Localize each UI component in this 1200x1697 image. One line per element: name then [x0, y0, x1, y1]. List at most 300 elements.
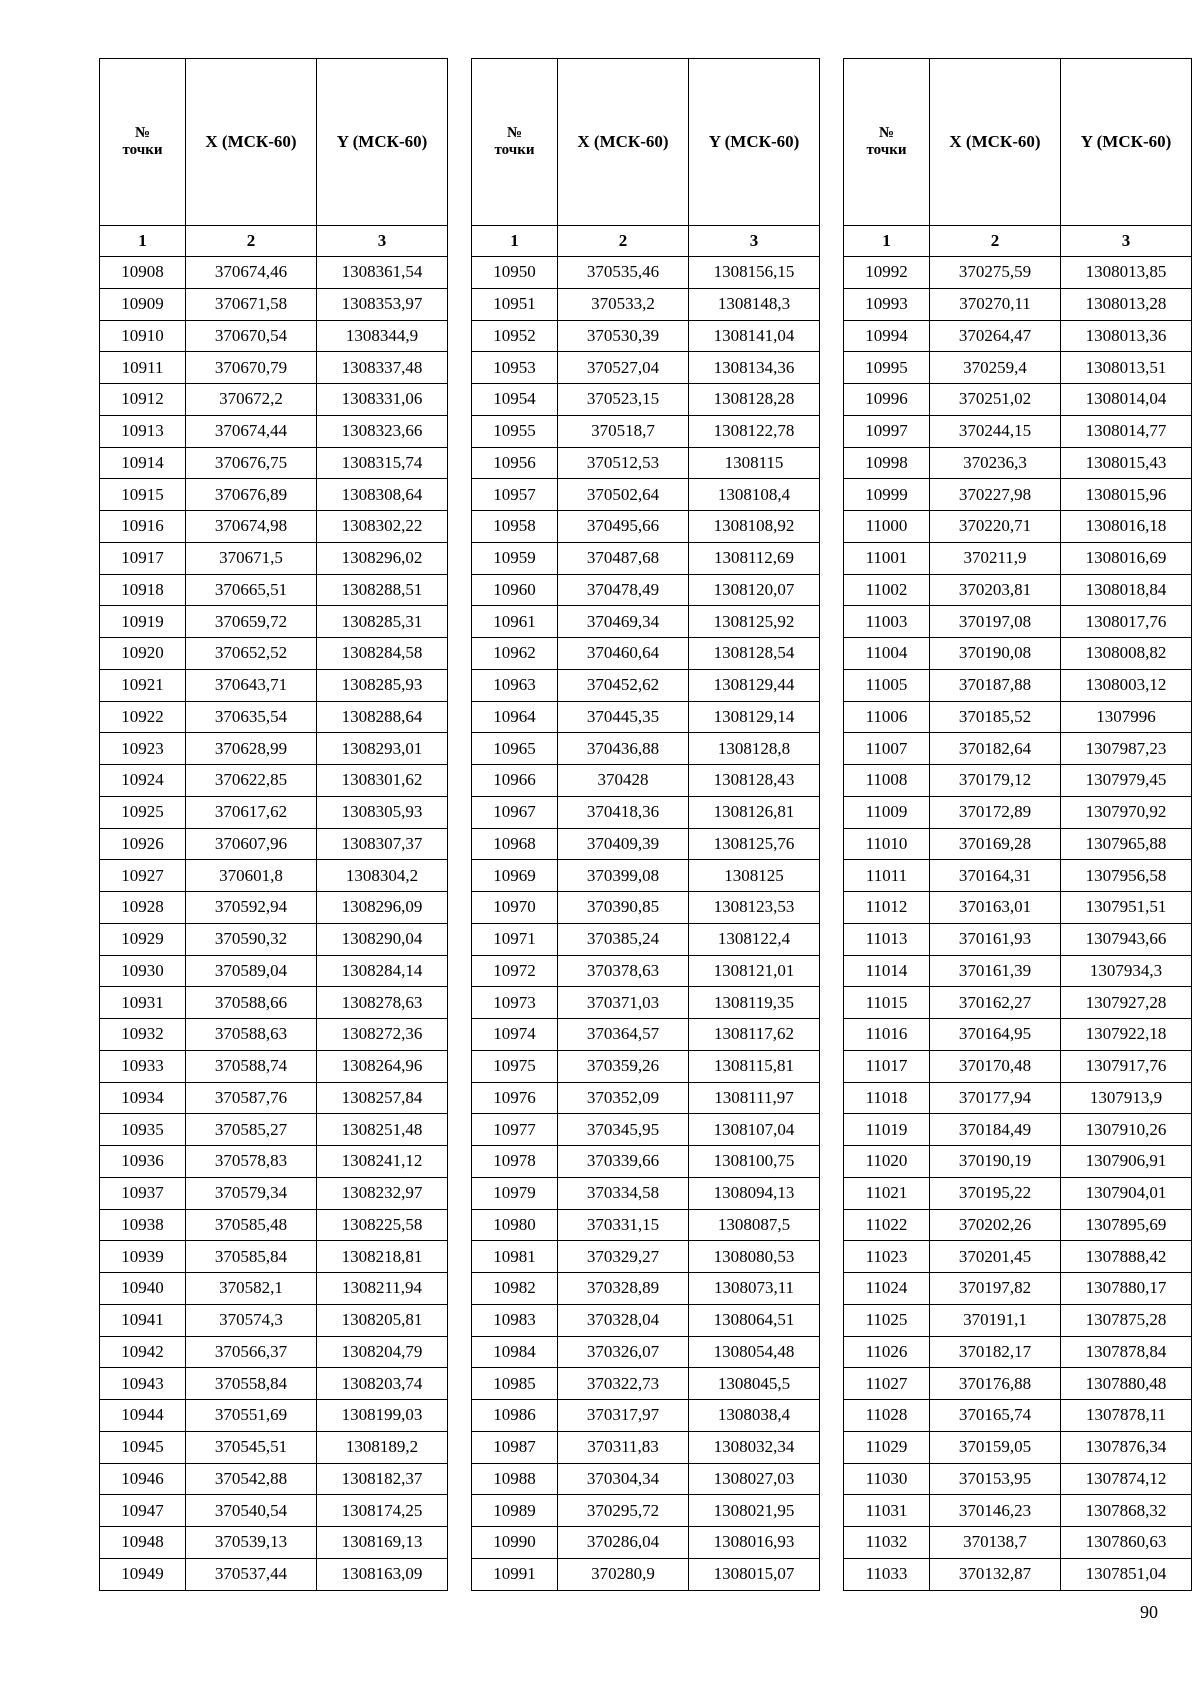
- x-coordinate-cell: 370195,22: [930, 1177, 1061, 1209]
- y-coordinate-cell: 1308013,28: [1061, 288, 1192, 320]
- table-row: [100, 1558, 448, 1590]
- table-row: [100, 1400, 448, 1432]
- x-coordinate-cell: 370311,83: [558, 1431, 689, 1463]
- table-row: [100, 1114, 448, 1146]
- y-coordinate-cell: 1308018,84: [1061, 574, 1192, 606]
- point-number-symbol: №: [134, 124, 151, 141]
- page-number: 90: [1140, 1602, 1158, 1622]
- y-coordinate-cell: 1308038,4: [689, 1400, 820, 1432]
- x-coordinate-cell: 370177,94: [930, 1082, 1061, 1114]
- point-number-cell: 11032: [844, 1527, 930, 1559]
- table-row: [472, 1177, 820, 1209]
- y-coordinate-cell: 1308108,92: [689, 511, 820, 543]
- table-row: [472, 796, 820, 828]
- y-coordinate-cell: 1307880,48: [1061, 1368, 1192, 1400]
- y-coordinate-cell: 1308015,07: [689, 1558, 820, 1590]
- point-number-cell: 10953: [472, 352, 558, 384]
- table-row: [844, 1019, 1192, 1051]
- y-coordinate-cell: 1308112,69: [689, 542, 820, 574]
- table-row: [844, 447, 1192, 479]
- y-coordinate-cell: 1308120,07: [689, 574, 820, 606]
- column-index: 3: [317, 226, 448, 257]
- y-coordinate-cell: 1308100,75: [689, 1146, 820, 1178]
- point-number-cell: 10992: [844, 257, 930, 289]
- y-coordinate-cell: 1308108,4: [689, 479, 820, 511]
- point-number-cell: 11012: [844, 892, 930, 924]
- x-coordinate-cell: 370187,88: [930, 669, 1061, 701]
- y-coordinate-cell: 1307868,32: [1061, 1495, 1192, 1527]
- table-row: [100, 479, 448, 511]
- table-row: [472, 1463, 820, 1495]
- column-index: 3: [1061, 226, 1192, 257]
- table-row: [844, 479, 1192, 511]
- table-row: [844, 1273, 1192, 1305]
- x-coordinate-cell: 370542,88: [186, 1463, 317, 1495]
- y-coordinate-cell: 1308337,48: [317, 352, 448, 384]
- point-number-cell: 10969: [472, 860, 558, 892]
- x-coordinate-cell: 370236,3: [930, 447, 1061, 479]
- y-coordinate-cell: 1308128,8: [689, 733, 820, 765]
- x-coordinate-cell: 370163,01: [930, 892, 1061, 924]
- y-coordinate-cell: 1308307,37: [317, 828, 448, 860]
- y-coordinate-cell: 1308129,14: [689, 701, 820, 733]
- point-number-cell: 10954: [472, 384, 558, 416]
- y-coordinate-cell: 1308285,93: [317, 669, 448, 701]
- y-coordinate-cell: 1307904,01: [1061, 1177, 1192, 1209]
- x-coordinate-cell: 370164,95: [930, 1019, 1061, 1051]
- table-row: [100, 1368, 448, 1400]
- point-number-cell: 10998: [844, 447, 930, 479]
- x-coordinate-cell: 370202,26: [930, 1209, 1061, 1241]
- x-coordinate-cell: 370317,97: [558, 1400, 689, 1432]
- table-row: [472, 1209, 820, 1241]
- y-coordinate-cell: 1307934,3: [1061, 955, 1192, 987]
- y-coordinate-cell: 1308054,48: [689, 1336, 820, 1368]
- point-number-cell: 11000: [844, 511, 930, 543]
- x-coordinate-cell: 370185,52: [930, 701, 1061, 733]
- point-number-cell: 10948: [100, 1527, 186, 1559]
- point-number-cell: 10931: [100, 987, 186, 1019]
- table-row: [472, 1495, 820, 1527]
- y-coordinate-cell: 1308015,43: [1061, 447, 1192, 479]
- point-number-cell: 10913: [100, 415, 186, 447]
- x-coordinate-cell: 370530,39: [558, 320, 689, 352]
- point-number-cell: 11008: [844, 765, 930, 797]
- y-coordinate-header: Y (МСК-60): [689, 59, 820, 226]
- x-coordinate-cell: 370172,89: [930, 796, 1061, 828]
- point-number-cell: 11023: [844, 1241, 930, 1273]
- y-coordinate-cell: 1307910,26: [1061, 1114, 1192, 1146]
- y-coordinate-cell: 1307876,34: [1061, 1431, 1192, 1463]
- y-coordinate-cell: 1308129,44: [689, 669, 820, 701]
- table-row: [100, 1273, 448, 1305]
- point-number-cell: 11020: [844, 1146, 930, 1178]
- y-coordinate-header: Y (МСК-60): [1061, 59, 1192, 226]
- table-row: [844, 860, 1192, 892]
- y-coordinate-cell: 1308134,36: [689, 352, 820, 384]
- point-number-cell: 10944: [100, 1400, 186, 1432]
- x-coordinate-cell: 370176,88: [930, 1368, 1061, 1400]
- point-number-cell: 10958: [472, 511, 558, 543]
- y-coordinate-cell: 1308080,53: [689, 1241, 820, 1273]
- y-coordinate-cell: 1308296,02: [317, 542, 448, 574]
- x-coordinate-cell: 370535,46: [558, 257, 689, 289]
- point-number-cell: 10960: [472, 574, 558, 606]
- point-number-cell: 10921: [100, 669, 186, 701]
- table-row: [844, 796, 1192, 828]
- table-row: [472, 1241, 820, 1273]
- table-row: [472, 479, 820, 511]
- point-number-cell: 10936: [100, 1146, 186, 1178]
- point-number-cell: 11030: [844, 1463, 930, 1495]
- point-number-cell: 10996: [844, 384, 930, 416]
- point-number-cell: 10974: [472, 1019, 558, 1051]
- y-coordinate-cell: 1308284,58: [317, 638, 448, 670]
- x-coordinate-cell: 370364,57: [558, 1019, 689, 1051]
- x-coordinate-cell: 370331,15: [558, 1209, 689, 1241]
- x-coordinate-cell: 370165,74: [930, 1400, 1061, 1432]
- column-index: 1: [844, 226, 930, 257]
- table-row: [100, 384, 448, 416]
- point-number-cell: 10993: [844, 288, 930, 320]
- table-row: [472, 669, 820, 701]
- point-number-cell: 10950: [472, 257, 558, 289]
- y-coordinate-cell: 1308125,76: [689, 828, 820, 860]
- table-row: [844, 955, 1192, 987]
- y-coordinate-cell: 1308125,92: [689, 606, 820, 638]
- x-coordinate-cell: 370539,13: [186, 1527, 317, 1559]
- x-coordinate-cell: 370674,98: [186, 511, 317, 543]
- x-coordinate-cell: 370339,66: [558, 1146, 689, 1178]
- point-number-cell: 11010: [844, 828, 930, 860]
- point-number-cell: 10968: [472, 828, 558, 860]
- table-row: [844, 1495, 1192, 1527]
- point-number-cell: 10910: [100, 320, 186, 352]
- x-coordinate-cell: 370487,68: [558, 542, 689, 574]
- x-coordinate-cell: 370169,28: [930, 828, 1061, 860]
- table-row: [844, 1146, 1192, 1178]
- point-number-cell: 11009: [844, 796, 930, 828]
- table-row: [844, 511, 1192, 543]
- point-number-cell: 10980: [472, 1209, 558, 1241]
- y-coordinate-cell: 1308016,69: [1061, 542, 1192, 574]
- y-coordinate-cell: 1308257,84: [317, 1082, 448, 1114]
- column-index: 1: [472, 226, 558, 257]
- y-coordinate-cell: 1308064,51: [689, 1304, 820, 1336]
- table-row: [100, 447, 448, 479]
- table-row: [844, 1241, 1192, 1273]
- y-coordinate-cell: 1308117,62: [689, 1019, 820, 1051]
- table-row: [472, 892, 820, 924]
- y-coordinate-cell: 1307979,45: [1061, 765, 1192, 797]
- table-header-row: [100, 59, 448, 226]
- y-coordinate-cell: 1308156,15: [689, 257, 820, 289]
- point-number-cell: 10963: [472, 669, 558, 701]
- point-number-cell: 10975: [472, 1050, 558, 1082]
- point-number-cell: 10908: [100, 257, 186, 289]
- point-number-cell: 10976: [472, 1082, 558, 1114]
- table-row: [472, 447, 820, 479]
- y-coordinate-cell: 1308016,18: [1061, 511, 1192, 543]
- point-number-cell: 10977: [472, 1114, 558, 1146]
- point-number-cell: 10967: [472, 796, 558, 828]
- point-number-header: [100, 59, 186, 226]
- y-coordinate-cell: 1308284,14: [317, 955, 448, 987]
- y-coordinate-cell: 1308017,76: [1061, 606, 1192, 638]
- table-row: [844, 923, 1192, 955]
- point-number-cell: 11019: [844, 1114, 930, 1146]
- point-number-cell: 11002: [844, 574, 930, 606]
- y-coordinate-cell: 1308353,97: [317, 288, 448, 320]
- x-coordinate-cell: 370579,34: [186, 1177, 317, 1209]
- table-row: [100, 987, 448, 1019]
- y-coordinate-cell: 1308122,78: [689, 415, 820, 447]
- table-row: [844, 733, 1192, 765]
- x-coordinate-cell: 370502,64: [558, 479, 689, 511]
- table-row: [100, 1336, 448, 1368]
- table-row: [472, 1082, 820, 1114]
- x-coordinate-cell: 370227,98: [930, 479, 1061, 511]
- table-row: [100, 320, 448, 352]
- x-coordinate-cell: 370371,03: [558, 987, 689, 1019]
- y-coordinate-cell: 1308323,66: [317, 415, 448, 447]
- point-number-cell: 10943: [100, 1368, 186, 1400]
- point-number-cell: 10912: [100, 384, 186, 416]
- point-number-cell: 10926: [100, 828, 186, 860]
- table-row: [472, 288, 820, 320]
- column-index-row: [844, 226, 1192, 257]
- table-row: [472, 1431, 820, 1463]
- y-coordinate-cell: 1308302,22: [317, 511, 448, 543]
- table-row: [472, 1400, 820, 1432]
- point-number-header: [844, 59, 930, 226]
- y-coordinate-cell: 1307895,69: [1061, 1209, 1192, 1241]
- table-row: [472, 574, 820, 606]
- y-coordinate-cell: 1307880,17: [1061, 1273, 1192, 1305]
- point-number-cell: 10964: [472, 701, 558, 733]
- table-row: [844, 987, 1192, 1019]
- table-row: [472, 1146, 820, 1178]
- x-coordinate-cell: 370378,63: [558, 955, 689, 987]
- point-number-cell: 10965: [472, 733, 558, 765]
- y-coordinate-cell: 1308016,93: [689, 1527, 820, 1559]
- point-number-cell: 10951: [472, 288, 558, 320]
- x-coordinate-cell: 370670,79: [186, 352, 317, 384]
- table-row: [100, 701, 448, 733]
- x-coordinate-cell: 370585,27: [186, 1114, 317, 1146]
- y-coordinate-cell: 1308331,06: [317, 384, 448, 416]
- table-row: [100, 511, 448, 543]
- y-coordinate-cell: 1308013,36: [1061, 320, 1192, 352]
- point-number-cell: 10919: [100, 606, 186, 638]
- y-coordinate-cell: 1307987,23: [1061, 733, 1192, 765]
- y-coordinate-cell: 1307878,11: [1061, 1400, 1192, 1432]
- point-number-cell: 10988: [472, 1463, 558, 1495]
- y-coordinate-cell: 1307965,88: [1061, 828, 1192, 860]
- point-number-cell: 11018: [844, 1082, 930, 1114]
- table-row: [844, 1400, 1192, 1432]
- point-number-cell: 10989: [472, 1495, 558, 1527]
- point-number-cell: 10937: [100, 1177, 186, 1209]
- x-coordinate-cell: 370201,45: [930, 1241, 1061, 1273]
- point-number-cell: 11024: [844, 1273, 930, 1305]
- y-coordinate-cell: 1308290,04: [317, 923, 448, 955]
- table-row: [472, 352, 820, 384]
- point-number-cell: 10999: [844, 479, 930, 511]
- coordinates-table-2: [471, 58, 820, 1591]
- y-coordinate-cell: 1308111,97: [689, 1082, 820, 1114]
- table-row: [844, 669, 1192, 701]
- x-coordinate-cell: 370574,3: [186, 1304, 317, 1336]
- point-number-cell: 10932: [100, 1019, 186, 1051]
- point-number-cell: 11027: [844, 1368, 930, 1400]
- point-number-cell: 11017: [844, 1050, 930, 1082]
- x-coordinate-cell: 370203,81: [930, 574, 1061, 606]
- table-row: [472, 701, 820, 733]
- y-coordinate-header: Y (МСК-60): [317, 59, 448, 226]
- table-row: [100, 352, 448, 384]
- x-coordinate-cell: 370304,34: [558, 1463, 689, 1495]
- y-coordinate-cell: 1308288,64: [317, 701, 448, 733]
- point-number-word: точки: [122, 142, 163, 158]
- table-row: [100, 1241, 448, 1273]
- x-coordinate-cell: 370280,9: [558, 1558, 689, 1590]
- x-coordinate-cell: 370132,87: [930, 1558, 1061, 1590]
- point-number-cell: 10957: [472, 479, 558, 511]
- table-row: [844, 1368, 1192, 1400]
- y-coordinate-cell: 1308308,64: [317, 479, 448, 511]
- y-coordinate-cell: 1308272,36: [317, 1019, 448, 1051]
- x-coordinate-cell: 370537,44: [186, 1558, 317, 1590]
- table-row: [472, 828, 820, 860]
- table-row: [100, 1495, 448, 1527]
- y-coordinate-cell: 1308169,13: [317, 1527, 448, 1559]
- x-coordinate-cell: 370251,02: [930, 384, 1061, 416]
- table-row: [844, 257, 1192, 289]
- y-coordinate-cell: 1308003,12: [1061, 669, 1192, 701]
- point-number-cell: 10925: [100, 796, 186, 828]
- x-coordinate-cell: 370452,62: [558, 669, 689, 701]
- x-coordinate-cell: 370197,82: [930, 1273, 1061, 1305]
- table-row: [472, 765, 820, 797]
- x-coordinate-cell: 370191,1: [930, 1304, 1061, 1336]
- x-coordinate-cell: 370352,09: [558, 1082, 689, 1114]
- table-row: [100, 415, 448, 447]
- point-number-cell: 11005: [844, 669, 930, 701]
- table-row: [472, 1527, 820, 1559]
- point-number-cell: 11004: [844, 638, 930, 670]
- y-coordinate-cell: 1307878,84: [1061, 1336, 1192, 1368]
- point-number-cell: 11015: [844, 987, 930, 1019]
- y-coordinate-cell: 1307927,28: [1061, 987, 1192, 1019]
- point-number-cell: 10959: [472, 542, 558, 574]
- y-coordinate-cell: 1308015,96: [1061, 479, 1192, 511]
- table-row: [100, 574, 448, 606]
- y-coordinate-cell: 1307956,58: [1061, 860, 1192, 892]
- y-coordinate-cell: 1307906,91: [1061, 1146, 1192, 1178]
- x-coordinate-cell: 370418,36: [558, 796, 689, 828]
- point-number-cell: 10981: [472, 1241, 558, 1273]
- point-number-cell: 10946: [100, 1463, 186, 1495]
- table-row: [100, 1050, 448, 1082]
- x-coordinate-cell: 370409,39: [558, 828, 689, 860]
- table-row: [844, 1336, 1192, 1368]
- y-coordinate-cell: 1308199,03: [317, 1400, 448, 1432]
- y-coordinate-cell: 1307874,12: [1061, 1463, 1192, 1495]
- x-coordinate-cell: 370617,62: [186, 796, 317, 828]
- x-coordinate-cell: 370164,31: [930, 860, 1061, 892]
- y-coordinate-cell: 1308251,48: [317, 1114, 448, 1146]
- point-number-cell: 10952: [472, 320, 558, 352]
- table-row: [472, 987, 820, 1019]
- point-number-cell: 10961: [472, 606, 558, 638]
- table-row: [472, 1050, 820, 1082]
- point-number-cell: 11029: [844, 1431, 930, 1463]
- table-row: [100, 606, 448, 638]
- x-coordinate-cell: 370197,08: [930, 606, 1061, 638]
- table-row: [100, 828, 448, 860]
- table-row: [844, 1527, 1192, 1559]
- y-coordinate-cell: 1307851,04: [1061, 1558, 1192, 1590]
- x-coordinate-cell: 370211,9: [930, 542, 1061, 574]
- point-number-cell: 11021: [844, 1177, 930, 1209]
- x-coordinate-cell: 370295,72: [558, 1495, 689, 1527]
- x-coordinate-cell: 370385,24: [558, 923, 689, 955]
- table-row: [100, 669, 448, 701]
- table-header-row: [844, 59, 1192, 226]
- table-row: [844, 415, 1192, 447]
- x-coordinate-cell: 370578,83: [186, 1146, 317, 1178]
- point-number-cell: 10930: [100, 955, 186, 987]
- table-row: [100, 1431, 448, 1463]
- y-coordinate-cell: 1308174,25: [317, 1495, 448, 1527]
- table-row: [844, 828, 1192, 860]
- x-coordinate-cell: 370588,74: [186, 1050, 317, 1082]
- y-coordinate-cell: 1308205,81: [317, 1304, 448, 1336]
- table-row: [844, 606, 1192, 638]
- table-row: [844, 1177, 1192, 1209]
- x-coordinate-cell: 370428: [558, 765, 689, 797]
- y-coordinate-cell: 1308232,97: [317, 1177, 448, 1209]
- point-number-cell: 10991: [472, 1558, 558, 1590]
- point-number-cell: 11026: [844, 1336, 930, 1368]
- point-number-cell: 10918: [100, 574, 186, 606]
- x-coordinate-cell: 370601,8: [186, 860, 317, 892]
- y-coordinate-cell: 1307996: [1061, 701, 1192, 733]
- y-coordinate-cell: 1307922,18: [1061, 1019, 1192, 1051]
- point-number-cell: 10927: [100, 860, 186, 892]
- table-row: [472, 384, 820, 416]
- x-coordinate-cell: 370628,99: [186, 733, 317, 765]
- x-coordinate-cell: 370179,12: [930, 765, 1061, 797]
- y-coordinate-cell: 1308119,35: [689, 987, 820, 1019]
- point-number-cell: 10929: [100, 923, 186, 955]
- table-row: [844, 1114, 1192, 1146]
- x-coordinate-cell: 370588,63: [186, 1019, 317, 1051]
- x-coordinate-header: X (МСК-60): [558, 59, 689, 226]
- point-number-cell: 10997: [844, 415, 930, 447]
- x-coordinate-cell: 370138,7: [930, 1527, 1061, 1559]
- y-coordinate-cell: 1307860,63: [1061, 1527, 1192, 1559]
- y-coordinate-cell: 1308087,5: [689, 1209, 820, 1241]
- point-number-cell: 10971: [472, 923, 558, 955]
- point-number-cell: 10920: [100, 638, 186, 670]
- table-row: [472, 1019, 820, 1051]
- x-coordinate-cell: 370527,04: [558, 352, 689, 384]
- y-coordinate-cell: 1308107,04: [689, 1114, 820, 1146]
- table-row: [100, 860, 448, 892]
- table-row: [100, 923, 448, 955]
